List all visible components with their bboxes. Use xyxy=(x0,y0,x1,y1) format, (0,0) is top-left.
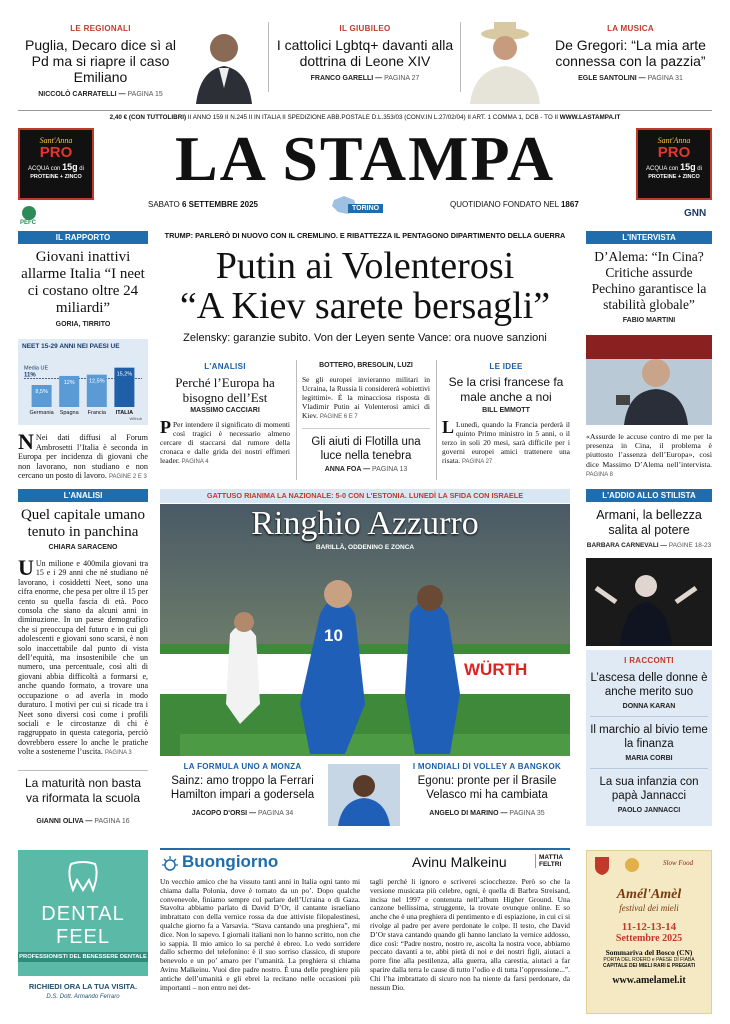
chart-svg xyxy=(18,351,148,423)
jersey-number: 10 xyxy=(324,626,343,645)
f1-story[interactable]: LA FORMULA UNO A MONZA Sainz: amo troppo la Ferrari Hamilton impari a godersela JACOPO D'ORSI — PAGINA 34 xyxy=(160,762,325,817)
col-body xyxy=(160,417,290,467)
body-text: Nei dati diffusi al Forum Ambrosetti l’Italia è seconda in Europa per incidenza di giovani che non lavorano, non studiano e non cercano un posto di lavoro. xyxy=(18,433,148,481)
ad-subtitle: festival dei mieli xyxy=(619,903,679,913)
author: FABIO MARTINI xyxy=(622,317,676,324)
page-ref: PAGINA 16 xyxy=(94,818,130,825)
price: 2,40 € (CON TUTTOLIBRI) xyxy=(109,114,187,121)
kicker: LA MUSICA xyxy=(607,24,654,33)
chart-title: NEET 15-29 ANNI NEI PAESI UE xyxy=(22,343,120,350)
ad-sign: D.S. Dott. Armando Ferraro xyxy=(46,994,120,1000)
page-ref: PAGINA 4 xyxy=(181,459,209,465)
kicker: LE REGIONALI xyxy=(70,24,131,33)
tooth-icon xyxy=(63,860,103,894)
main-headline-1: Putin ai Volenterosi xyxy=(215,245,515,287)
racconto-author: MARIA CORBI xyxy=(625,755,673,762)
page-ref: PAGINE 6 E 7 xyxy=(319,414,358,420)
chart-note: Withub xyxy=(129,416,142,421)
dropcap: N xyxy=(18,429,34,454)
author: GIANNI OLIVA xyxy=(36,818,84,825)
bar-value-label: 15,2% xyxy=(116,371,133,378)
body-text: Per intendere il significato di momenti così tragici è necessario almeno cercare di staccarsi dal rumore della cronaca e dalle grida dei nostri effimeri leader. xyxy=(160,420,290,465)
top-right-teaser[interactable]: LA MUSICA De Gregori: “La mia arte connessa con la pazzia” EGLE SANTOLINI — PAGINA 31 xyxy=(548,24,713,82)
headline: D’Alema: “In Cina? Critiche assurde Pechino garantisce la stabilità globale” xyxy=(591,249,707,312)
ad-pro: PRO xyxy=(39,144,73,161)
racconto-headline: L’ascesa delle donne è anche merito suo xyxy=(590,672,708,698)
buongiorno-col1: Un vecchio amico che ha vissuto tanti anni in Italia ogni tanto mi chiama dalla Polonia, dove è tornato da un po’. Dopo qualche convenevole, finiamo sempre col parlare dell’Ucraina o di Gaza. Stavolta abbiamo parlato di David D’Or, il cantante israeliano imbrattato con della vernice rossa da due attiviste filopalestinesi, qualche giorno fa a Varsavia. “Stava cantando una preghiera”, mi dice. Non lo sapevo. I giornali italiani non lo hanno scritto, non che io sappia. Il mio amico lo sa perché è ebreo. Lo vedo sorridere dallo schermo del telefonino: è il suo sorriso classico, di stupore benevolo e un po’ amaro per l’umanità. La preghiera si chiama Avinu Malkeinu. Vuoi dire padre nostro. È una delle preghiere più antiche dell’umanità e gli ebrei la recitano nelle occasioni più importanti – non entro nei det- xyxy=(160,878,360,992)
main-col3[interactable] xyxy=(442,362,570,467)
section-label: I RACCONTI xyxy=(624,656,674,665)
headline: I cattolici Lgbtq+ davanti alla dottrina di Leone XIV xyxy=(276,37,454,69)
website[interactable]: WWW.LASTAMPA.IT xyxy=(559,114,621,121)
section-label: L'ADDIO ALLO STILISTA xyxy=(586,489,712,502)
neet-chart xyxy=(18,339,148,425)
ad-brand: Sant'Anna xyxy=(657,136,691,145)
city-box xyxy=(330,194,400,218)
headline: Sainz: amo troppo la Ferrari Hamilton impari a godersela xyxy=(170,775,315,801)
main-subhead: Zelensky: garanzie subito. Von der Leyen sente Vance: ora nuove sanzioni xyxy=(183,332,547,344)
founded xyxy=(450,200,579,209)
ad-grams: 15g xyxy=(680,162,696,172)
main-kicker: TRUMP: PARLERÒ DI NUOVO CON IL CREMLINO. E RIBATTEZZA IL PENTAGONO DIPARTIMENTO DELLA GUERRA xyxy=(164,231,566,240)
volley-story[interactable]: I MONDIALI DI VOLLEY A BANGKOK Egonu: pronte per il Brasile Velasco mi ha cambiata ANGELO DI MARINO — PAGINA 35 xyxy=(404,762,570,817)
racconto-item[interactable] xyxy=(590,768,708,814)
right-intervista[interactable] xyxy=(586,231,712,324)
sub-page-ref: PAGINA 13 xyxy=(372,466,408,473)
racconto-author: PAOLO JANNACCI xyxy=(617,807,681,814)
ad-cta-box xyxy=(18,976,148,1020)
issue-date xyxy=(148,200,258,209)
masthead-ad-right[interactable] xyxy=(636,128,712,200)
top-center-teaser[interactable]: IL GIUBILEO I cattolici Lgbtq+ davanti alla dottrina di Leone XIV FRANCO GARELLI — PAGINA 27 xyxy=(276,24,454,82)
ad-place: Sommariva del Bosco (CN) xyxy=(605,948,693,957)
author: NICCOLÒ CARRATELLI xyxy=(38,91,117,98)
racconto-item[interactable] xyxy=(590,716,708,762)
kicker: IL GIUBILEO xyxy=(339,24,391,33)
left-analisi[interactable] xyxy=(18,489,148,759)
racconto-item[interactable] xyxy=(590,671,708,710)
category-label: Germania xyxy=(29,410,54,416)
bar-value-label: 8,5% xyxy=(35,389,48,395)
author: FRANCO GARELLI xyxy=(310,75,374,82)
body-text: Se gli europei invieranno militari in Ucraina, la Russia li considererà «obiettivi legittimi». È la minacciosa risposta di Vladimir Putin ai Volenterosi amici di Kiev. xyxy=(302,375,430,420)
ad-month: Settembre 2025 xyxy=(615,933,683,944)
ad-unit: di xyxy=(79,166,84,172)
ad-brand: Sant'Anna xyxy=(39,136,73,145)
page-ref: PAGINA 31 xyxy=(647,75,683,82)
buongiorno-subtitle: Avinu Malkeinu xyxy=(412,854,507,870)
dalema-photo xyxy=(586,335,712,425)
pefc-label: PEFC xyxy=(20,220,37,226)
section-label: L'INTERVISTA xyxy=(586,231,712,244)
buongiorno-title: Buongiorno xyxy=(182,852,279,871)
bar-value-label: 12,5% xyxy=(88,378,105,385)
col-headline: Perché l’Europa ha bisogno dell’Est xyxy=(175,375,275,405)
page-ref: PAGINA 3 xyxy=(104,750,132,757)
top-left-teaser[interactable]: LE REGIONALI Puglia, Decaro dice sì al Pd ma si riapre il caso Emiliano NICCOLÒ CARRATELLI — PAGINA 15 xyxy=(18,24,183,98)
egonu-photo xyxy=(328,764,400,826)
sub-author: ANNA FOA xyxy=(324,466,362,473)
author: BARBARA CARNEVALI xyxy=(586,542,659,549)
page-ref: PAGINA 35 xyxy=(509,810,545,817)
headline: Puglia, Decaro dice sì al Pd ma si riapre il caso Emiliano xyxy=(25,37,176,85)
author: ANGELO DI MARINO xyxy=(429,810,499,817)
buongiorno-author: MATTIA FELTRI xyxy=(535,854,570,868)
buongiorno[interactable] xyxy=(160,848,570,1014)
decaro-photo xyxy=(186,18,262,104)
headline: Egonu: pronte per il Brasile Velasco mi ha cambiata xyxy=(417,775,557,801)
ad-grams: 15g xyxy=(62,162,78,172)
headline: De Gregori: “La mia arte connessa con la pazzia” xyxy=(555,37,706,69)
authors: GORIA, TIRRITO xyxy=(55,321,111,328)
ad-title: Amél'Amèl xyxy=(616,887,682,902)
section-label: IL RAPPORTO xyxy=(18,231,148,244)
page-ref: PAGINA 27 xyxy=(462,459,493,465)
honey-logo-icon xyxy=(623,855,641,875)
armani-photo xyxy=(586,558,712,646)
sport-kicker-bar xyxy=(160,489,570,503)
reference-name: Media UE xyxy=(24,365,49,372)
ad-cta: RICHIEDI ORA LA TUA VISITA. xyxy=(28,982,138,991)
dropcap: P xyxy=(160,417,171,437)
crest-icon xyxy=(593,855,611,875)
ad-tagline: PROFESSIONISTI DEL BENESSERE DENTALE xyxy=(19,954,147,960)
page-ref: PAGINA 27 xyxy=(384,75,420,82)
sport-kicker: GATTUSO RIANIMA LA NAZIONALE: 5-0 CON L'ESTONIA. LUNEDÌ LA SFIDA CON ISRAELE xyxy=(206,491,524,500)
info-line xyxy=(18,110,712,121)
ad-brand: DENTAL FEEL xyxy=(41,903,125,948)
ad-website[interactable]: www.amelamel.it xyxy=(612,975,686,986)
ad-amelamel[interactable] xyxy=(586,850,712,1014)
masthead-title[interactable]: LA STAMPA xyxy=(174,123,556,194)
date-value: 6 SETTEMBRE 2025 xyxy=(181,200,258,209)
col-body xyxy=(442,417,570,467)
ad-pro: PRO xyxy=(657,144,691,161)
page-ref: PAGINE 18-23 xyxy=(668,542,712,549)
city-label: TORINO xyxy=(348,204,383,213)
col-label: LE IDEE xyxy=(489,362,523,371)
body-text: Lunedì, quando la Francia perderà il quinto Primo ministro in 5 anni, o il terzo in soli 20 mesi, sarà difficile per i governi europei amici trattenere una risata. xyxy=(442,420,570,465)
left-rapporto-body xyxy=(18,429,148,483)
reference-label: 11% xyxy=(24,372,36,379)
body xyxy=(18,555,148,759)
wurth-board: WÜRTH xyxy=(464,660,528,679)
sponsor-logo: Slow Food xyxy=(663,859,694,867)
ad-line1: ACQUA con xyxy=(646,166,679,172)
pefc-icon xyxy=(20,205,38,221)
ad-line1: ACQUA con xyxy=(28,166,61,172)
page-ref: PAGINA 34 xyxy=(257,810,294,817)
headline: Armani, la bellezza salita al potere xyxy=(596,508,702,537)
page-ref: PAGINA 15 xyxy=(127,91,163,98)
ad-unit: di xyxy=(697,166,702,172)
headline: Giovani inattivi allarme Italia “I neet ci costano oltre 24 miliardi” xyxy=(21,249,145,316)
gnn-logo: GNN xyxy=(684,208,707,219)
sport-headline: Ringhio Azzurro xyxy=(251,505,479,542)
body-text: Un milione e 400mila giovani tra 15 e i 29 anni che né studiano né lavorano, i cosiddetti Neet, sono una cifra enorme, che pesa per oltre il 15 per cento su quella fascia di età. Poco consola che siano da alcuni anni in diminuzione. In un paese demografico che si preoccupa del futuro e in cui gli adolescenti e giovani sono scarsi, è non solo inaccettabile dal punto di vista dell’equità, ma insostenibile che un numero, una percentuale, così alti di giovani abbia difficoltà a formarsi e, anche quando formato, a trovare una occupazione o ad averla in modo duraturo. I motivi per cui si ricade tra i Neet sono diversi così come i profili sociali e le circostanze di chi è raggruppato in questa categoria, perciò dovrebbero essere lo anche le pratiche volte a sostenerne l’uscita. xyxy=(18,559,148,757)
right-stilista[interactable]: L'ADDIO ALLO STILISTA Armani, la bellezza salita al potere BARBARA CARNEVALI — PAGINE 18-23 xyxy=(586,491,712,549)
category-label: ITALIA xyxy=(115,410,134,416)
racconto-headline: Il marchio al bivio teme la finanza xyxy=(590,724,708,750)
dropcap: L xyxy=(442,417,455,437)
racconto-headline: La sua infanzia con papà Jannacci xyxy=(599,776,699,802)
bar-value-label: 12% xyxy=(63,379,75,386)
ad-dental-feel[interactable] xyxy=(18,850,148,1014)
founded-prefix: QUOTIDIANO FONDATO NEL xyxy=(450,200,559,209)
racconti-list xyxy=(586,671,712,814)
headline: Quel capitale umano tenuto in panchina xyxy=(20,507,146,540)
ad-place-3: CAPITALE DEI MIELI RARI E PREGIATI xyxy=(602,963,696,969)
sport-authors: BARILLÀ, ODDENINO E ZONCA xyxy=(315,544,415,551)
edition-details: II ANNO 159 II N.245 II IN ITALIA II SPEDIZIONE ABB.POSTALE D.L.353/03 (CONV.IN L.27/02/04) II ART. 1 COMMA 1, DCB - TO II xyxy=(187,114,559,121)
ad-line2: PROTEINE + ZINCO xyxy=(30,174,82,180)
left-scuola[interactable]: La maturità non basta va riformata la scuola GIANNI OLIVA — PAGINA 16 xyxy=(18,770,148,825)
main-col2[interactable]: BOTTERO, BRESOLIN, LUZI Se gli europei invieranno militari in Ucraina, la Russia li considererà «obiettivi legittimi». È la minacciosa risposta di Vladimir Putin ai Volenterosi amici di Kiev. PAGINE 6 E 7 Gli aiuti di Flotilla una luce nella tenebra ANNA FOA — PAGINA 13 xyxy=(302,362,430,473)
author: JACOPO D'ORSI xyxy=(191,810,248,817)
racconto-author: DONNA KARAN xyxy=(622,703,676,710)
dropcap: U xyxy=(18,555,34,580)
sport-photo[interactable] xyxy=(160,504,570,756)
main-story[interactable] xyxy=(160,231,570,344)
flotilla-headline: Gli aiuti di Flotilla una luce nella tenebra xyxy=(302,428,430,463)
author: EGLE SANTOLINI xyxy=(578,75,637,82)
right-intervista-body xyxy=(586,432,712,480)
col-author: MASSIMO CACCIARI xyxy=(190,407,260,414)
author: CHIARA SARACENO xyxy=(48,544,118,551)
founded-year: 1867 xyxy=(560,200,579,209)
buongiorno-col2: tagli perché li ignoro e scriverei sciocchezze. Però so che la versione musicata più celebre, ogni, è quella di Barbra Streisand, incisa nel 1997 e contenuta nell’album Higher Ground. Una canzone bellissima, struggente, la trovate ovunque online. E so anche che è una preghiera di pentimento e di espiazione, in cui ci si rivolge al padre per avere perdonate le colpe. Il testo, che David D’Or stava cantando quando gli hanno lanciato la vernice addosso, dice così: “Padre nostro, nostro re, ascolta la nostra voce, abbiamo peccato davanti a te, abbi pietà di noi e dei nostri figli, aiutaci a porre fine alla pestilenza, alla guerra, alla carestia, aiutaci a far sparire dalla terra le cause di tutto l’odio e di tutta l’oppressione...”. Chi l’ha imbrattato di sicuro non ha niente da farsi perdonare, da nessun Dio. xyxy=(370,878,570,992)
right-racconti[interactable] xyxy=(586,650,712,826)
main-col1[interactable] xyxy=(160,362,290,467)
kicker: I MONDIALI DI VOLLEY A BANGKOK xyxy=(412,762,562,771)
date-prefix: SABATO xyxy=(148,200,180,209)
degregori-photo xyxy=(462,16,548,104)
col-authors: BOTTERO, BRESOLIN, LUZI xyxy=(319,362,413,369)
sun-icon xyxy=(160,855,180,871)
col-label: L'ANALISI xyxy=(204,362,246,371)
col-author: BILL EMMOTT xyxy=(482,407,530,414)
kicker: LA FORMULA UNO A MONZA xyxy=(183,762,302,771)
ad-line2: PROTEINE + ZINCO xyxy=(648,174,700,180)
headline: La maturità non basta va riformata la scuola xyxy=(24,776,142,805)
page-ref: PAGINE 2 E 3 xyxy=(108,474,147,481)
category-label: Spagna xyxy=(59,410,79,416)
left-rapporto[interactable] xyxy=(18,231,148,328)
page-ref: PAGINA 8 xyxy=(586,471,613,478)
col-body xyxy=(302,375,430,422)
ad-dates: 11-12-13-14 xyxy=(621,921,677,933)
ad-place-2: PORTA DEL ROERO e PAESE DI FIABA xyxy=(603,957,695,963)
masthead-ad-left[interactable] xyxy=(18,128,94,200)
section-label: L'ANALISI xyxy=(18,489,148,502)
body-text: «Assurde le accuse contro di me per la presenza in Cina, il problema è piuttosto l’assenza dell’Europa», così dice Massimo D’Alema nell’intervista. xyxy=(586,432,712,469)
col-headline: Se la crisi francese fa male anche a noi xyxy=(448,375,564,404)
category-label: Francia xyxy=(87,410,106,416)
main-headline-2: “A Kiev sarete bersagli” xyxy=(179,285,551,327)
